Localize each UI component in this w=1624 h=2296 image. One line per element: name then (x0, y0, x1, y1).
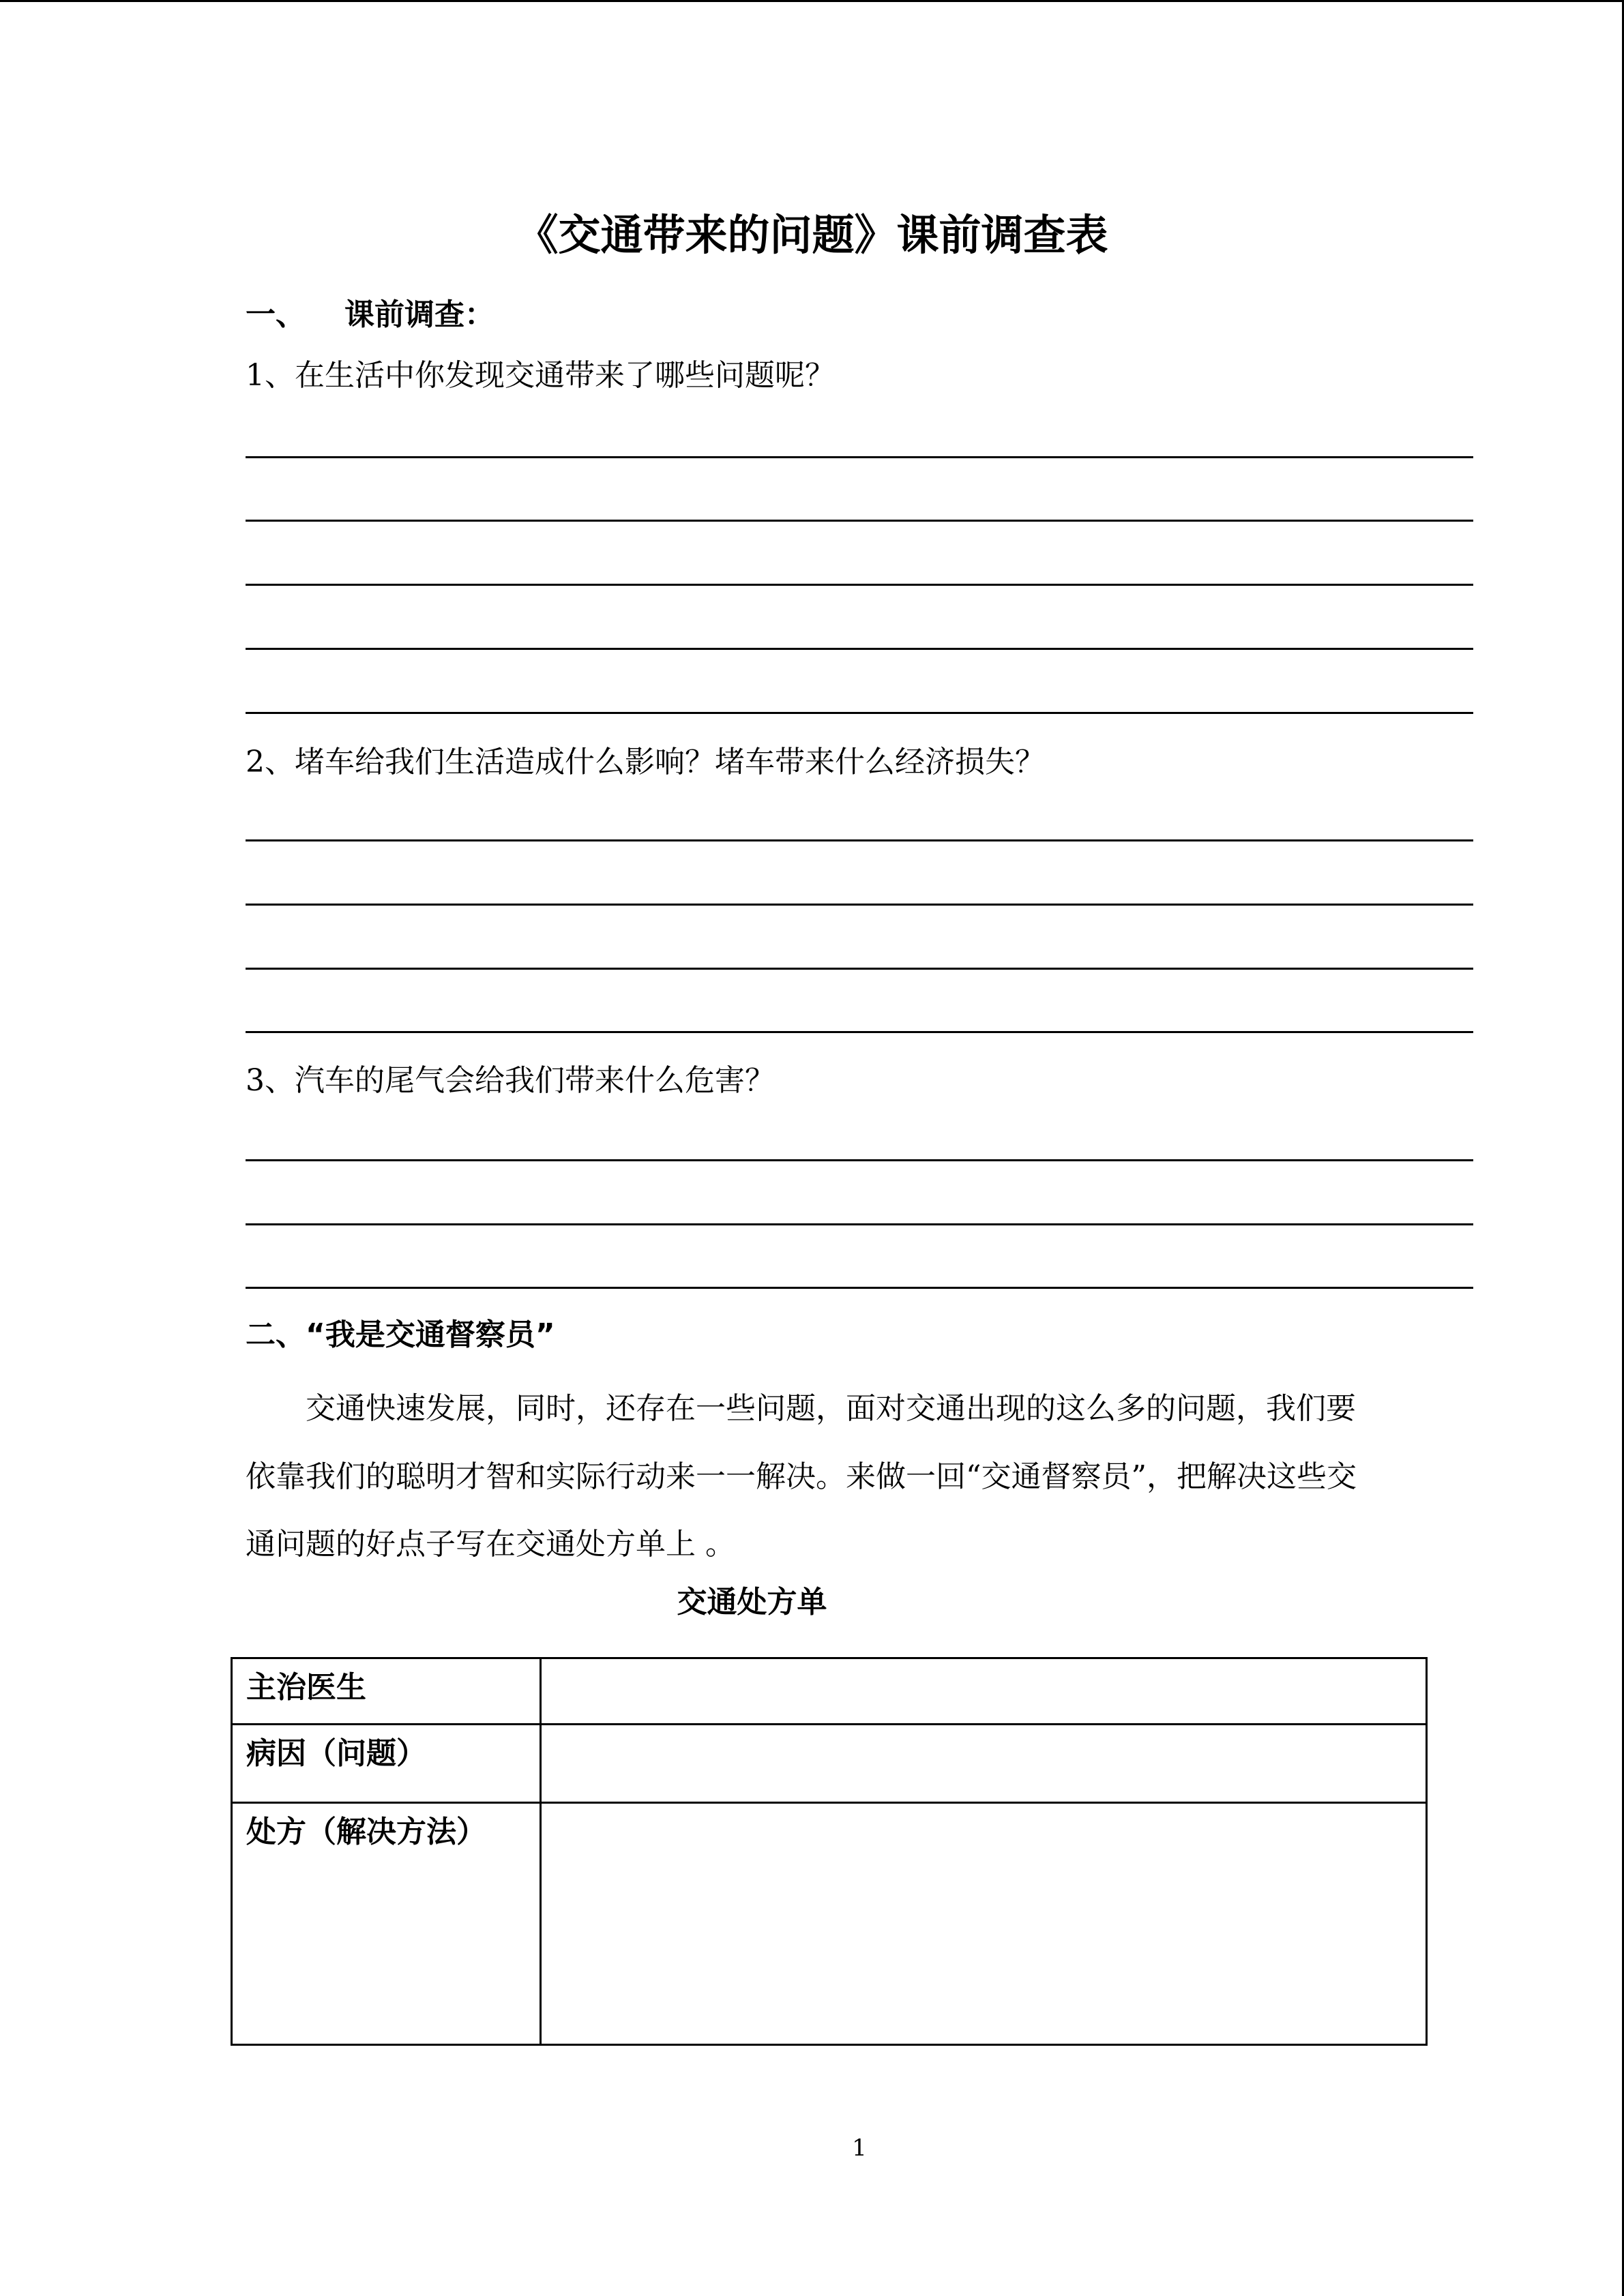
question-1: 1、在生活中你发现交通带来了哪些问题呢？ (246, 358, 835, 393)
page-top-border (0, 0, 1624, 2)
answer-line-q2-1[interactable] (246, 839, 1473, 841)
section-two-heading: 二、“我是交通督察员” (246, 1317, 555, 1352)
answer-line-q1-1[interactable] (246, 456, 1473, 458)
answer-line-q2-4[interactable] (246, 1031, 1473, 1033)
prescription-title: 交通处方单 (677, 1585, 827, 1620)
answer-line-q1-5[interactable] (246, 712, 1473, 714)
page-title: 《交通带来的问题》课前调查表 (516, 210, 1108, 260)
prescription-value-cause[interactable] (541, 1725, 1427, 1803)
prescription-row-solution (232, 1803, 1427, 2045)
question-3: 3、汽车的尾气会给我们带来什么危害？ (246, 1063, 775, 1098)
answer-line-q2-3[interactable] (246, 968, 1473, 970)
page-number: 1 (852, 2134, 867, 2162)
paragraph-line-3: 通问题的好点子写在交通处方单上 。 (246, 1527, 735, 1562)
answer-line-q3-1[interactable] (246, 1159, 1473, 1161)
section-one-number: 一、 (246, 297, 306, 332)
prescription-table (231, 1657, 1428, 2046)
prescription-row-doctor (232, 1658, 1427, 1725)
prescription-value-solution[interactable] (541, 1803, 1427, 2045)
answer-line-q1-2[interactable] (246, 520, 1473, 522)
paragraph-line-1: 交通快速发展，同时，还存在一些问题，面对交通出现的这么多的问题，我们要 (246, 1391, 1356, 1426)
question-2: 2、堵车给我们生活造成什么影响？堵车带来什么经济损失？ (246, 745, 1045, 779)
answer-line-q3-2[interactable] (246, 1223, 1473, 1225)
prescription-row-cause (232, 1725, 1427, 1803)
section-one-heading (246, 295, 494, 336)
prescription-label-cause: 病因（问题） (232, 1725, 541, 1803)
answer-line-q1-3[interactable] (246, 584, 1473, 586)
prescription-label-doctor: 主治医生 (232, 1658, 541, 1725)
prescription-label-solution: 处方（解决方法） (232, 1803, 541, 2045)
section-one-title: 课前调查： (344, 297, 494, 332)
prescription-value-doctor[interactable] (541, 1658, 1427, 1725)
answer-line-q3-3[interactable] (246, 1287, 1473, 1289)
answer-line-q1-4[interactable] (246, 648, 1473, 650)
paragraph-line-2: 依靠我们的聪明才智和实际行动来一一解决。来做一回“交通督察员”，把解决这些交 (246, 1459, 1357, 1494)
answer-line-q2-2[interactable] (246, 904, 1473, 906)
